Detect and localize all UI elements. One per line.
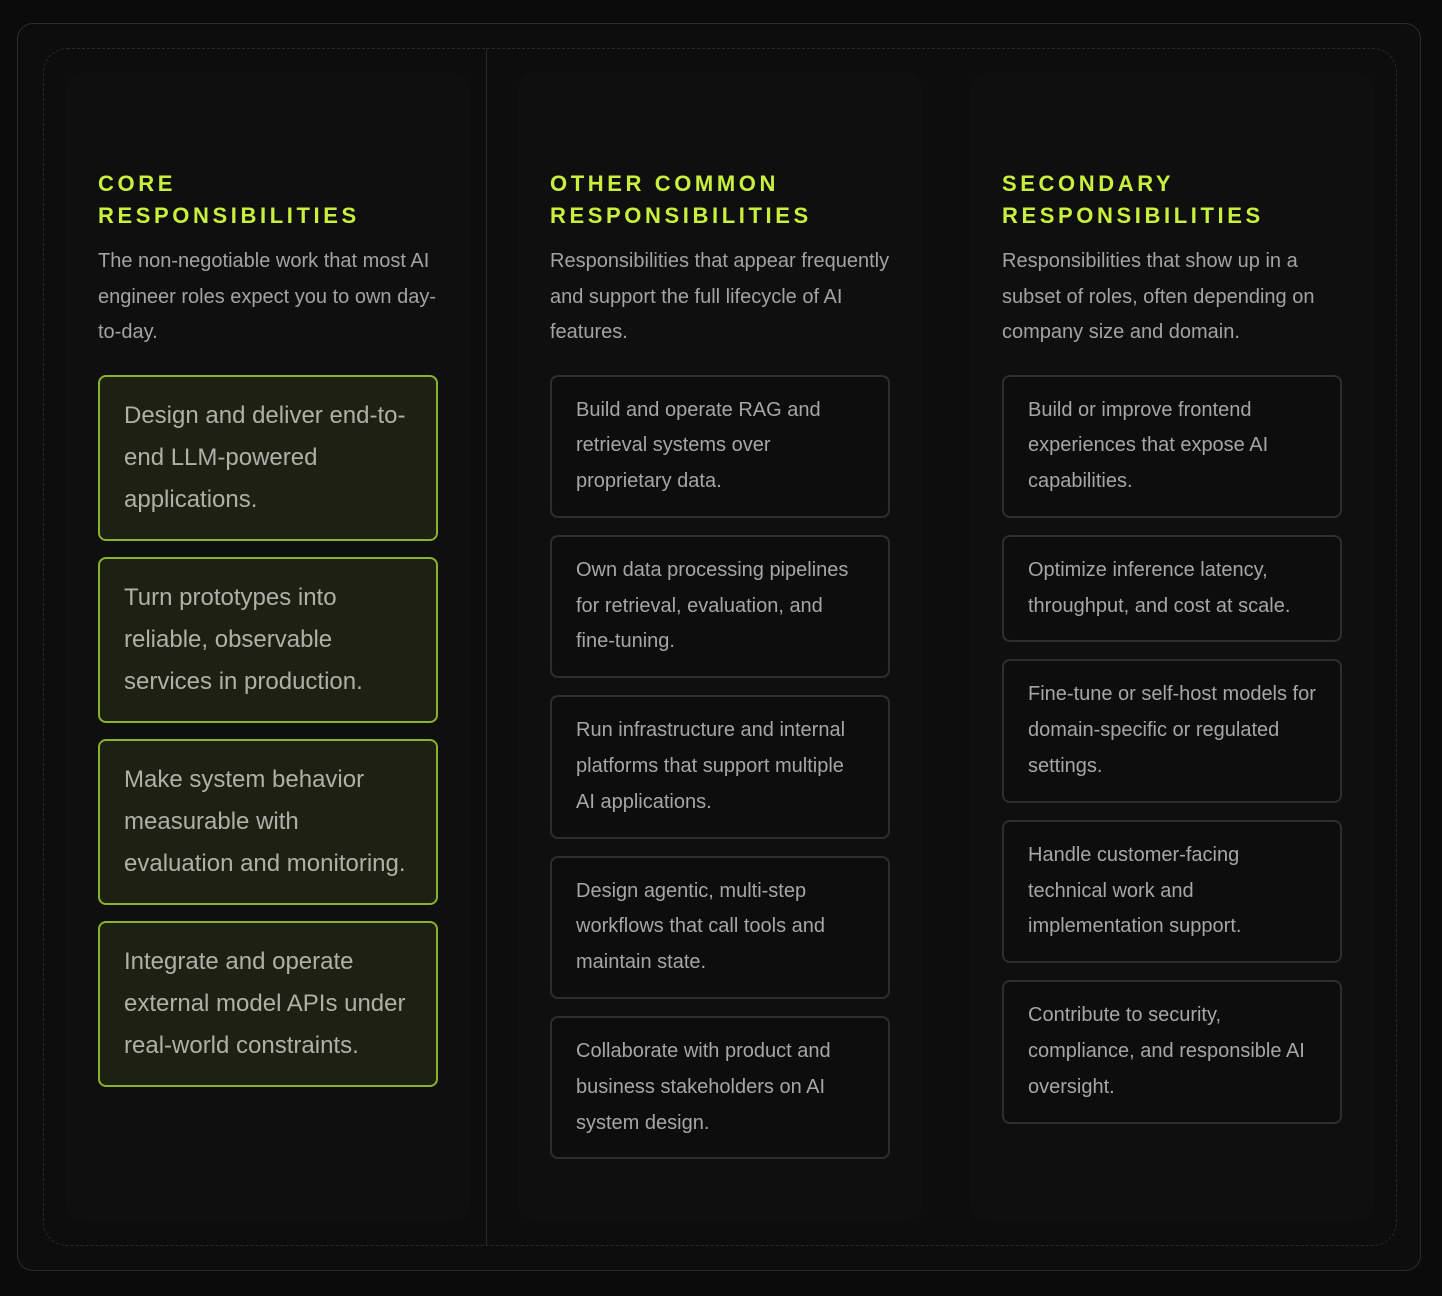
column-description: Responsibilities that show up in a subset of roles, often depending on company size and domain.: [1002, 250, 1315, 343]
column-description: The non-negotiable work that most AI engineer roles expect you to own day-to-day.: [98, 250, 436, 343]
responsibility-card: Handle customer-facing technical work and implementation support.: [1002, 820, 1342, 963]
responsibility-card: Optimize inference latency, throughput, and cost at scale.: [1002, 535, 1342, 643]
responsibility-card: Run infrastructure and internal platforms that support multiple AI applications.: [550, 695, 890, 838]
card-list: [1002, 375, 1342, 1124]
column-description: Responsibilities that appear frequently and support the full lifecycle of AI features.: [550, 250, 890, 343]
responsibility-card: Contribute to security, compliance, and responsible AI oversight.: [1002, 980, 1342, 1123]
column-title: OTHER COMMON RESPONSIBILITIES: [550, 171, 812, 228]
responsibility-card: Turn prototypes into reliable, observable services in production.: [98, 557, 438, 723]
column-title: SECONDARY RESPONSIBILITIES: [1002, 171, 1264, 228]
responsibility-card: Integrate and operate external model APIs under real-world constraints.: [98, 921, 438, 1087]
card-list: [550, 375, 890, 1160]
column-divider: [486, 48, 487, 1246]
column-title: CORE RESPONSIBILITIES: [98, 171, 360, 228]
responsibility-card: Design and deliver end-to-end LLM-powered applications.: [98, 375, 438, 541]
responsibility-card: Make system behavior measurable with evaluation and monitoring.: [98, 739, 438, 905]
responsibility-card: Design agentic, multi-step workflows that call tools and maintain state.: [550, 856, 890, 999]
other-common-responsibilities-column: [550, 168, 890, 1176]
responsibility-card: Collaborate with product and business stakeholders on AI system design.: [550, 1016, 890, 1159]
card-list: [98, 375, 438, 1087]
responsibility-card: Fine-tune or self-host models for domain-specific or regulated settings.: [1002, 659, 1342, 802]
responsibility-card: Build and operate RAG and retrieval systems over proprietary data.: [550, 375, 890, 518]
responsibility-card: Build or improve frontend experiences that expose AI capabilities.: [1002, 375, 1342, 518]
responsibility-card: Own data processing pipelines for retrieval, evaluation, and fine-tuning.: [550, 535, 890, 678]
core-responsibilities-column: [98, 168, 438, 1103]
secondary-responsibilities-column: [1002, 168, 1342, 1141]
